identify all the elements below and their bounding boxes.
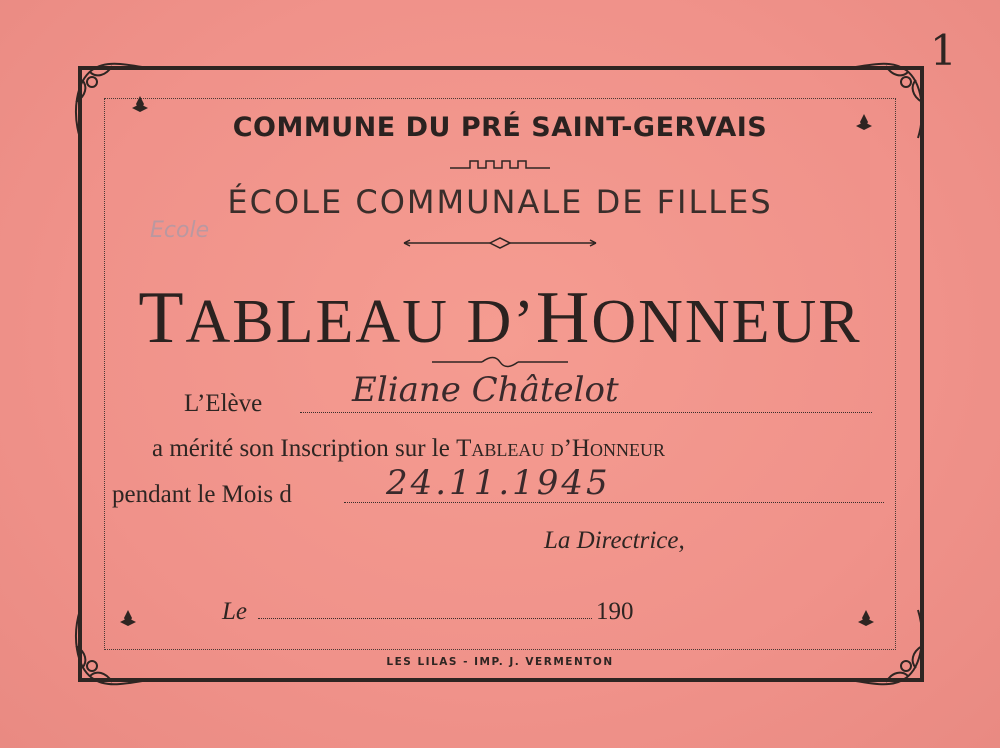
commune-heading: COMMUNE DU PRÉ SAINT-GERVAIS [232,112,768,143]
title-tableau-honneur [0,276,1000,361]
title-initial-h: H [535,277,592,359]
merit-line-end: Tableau d’Honneur [456,435,665,462]
title-part-1: ABLEAU D’ [185,288,536,356]
printer-imprint: LES LILAS - IMP. J. VERMENTON [386,656,614,668]
student-name-line [300,412,872,413]
date-label: Le [222,598,247,625]
faded-stamp: Ecole [150,218,210,243]
year-prefix: 190 [596,598,634,625]
student-name-handwritten: Eliane Châtelot [352,370,619,410]
signature-label: La Directrice, [544,527,685,554]
merit-line-start: a mérité son Inscription sur le [152,435,450,462]
handwritten-mark-top-right: 1 [930,26,957,75]
eleve-label: L’Elève [184,390,263,417]
divider-greek-key [450,158,550,172]
title-part-2: ONNEUR [591,288,862,356]
school-heading: ÉCOLE COMMUNALE DE FILLES [227,183,773,221]
month-handwritten: 24.11.1945 [386,463,611,503]
divider-ornament [400,236,600,250]
date-line [258,618,592,619]
corner-ornament-bottom-right [836,596,936,696]
month-label: pendant le Mois d [112,481,292,508]
merit-line [152,435,665,463]
corner-ornament-bottom-left [62,596,162,696]
title-initial-t: T [138,277,186,359]
divider-under-title [432,356,568,368]
